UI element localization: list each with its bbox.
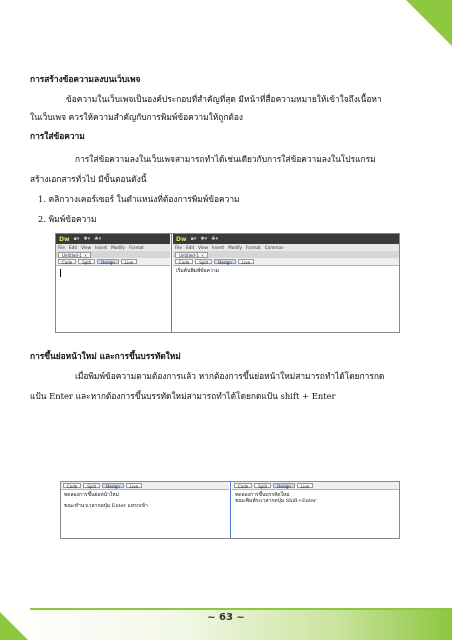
menu-edit[interactable]: Edit <box>186 245 195 250</box>
document-tab[interactable] <box>175 252 208 258</box>
code-view-button[interactable]: Code <box>63 483 81 488</box>
menu-edit[interactable]: Edit <box>69 245 78 250</box>
site-icon: ♣▾ <box>211 236 219 242</box>
close-icon[interactable]: × <box>200 252 205 258</box>
paragraph-line: แป้น Enter และหากต้องการขึ้นบรรทัดใหม่สามารถทำได้โดยกดแป้น shift + Enter <box>30 391 336 401</box>
document-tab-label: Untitled-1 <box>62 252 82 258</box>
dw-logo: Dw <box>59 235 70 243</box>
dw-view-switcher <box>232 482 399 490</box>
demo-line: ขณะพิมพ์ระเวลากดปุ่ม Shift+Enter <box>235 498 317 504</box>
design-view-button[interactable]: Design <box>214 259 236 264</box>
dw-pane-after <box>173 234 399 332</box>
footer-rule <box>30 608 452 610</box>
code-view-button[interactable]: Code <box>234 483 252 488</box>
live-view-button[interactable]: Live <box>121 259 137 264</box>
paragraph-line: สร้างเอกสารทั่วไป มีขั้นตอนดังนี้ <box>30 174 147 184</box>
dw-view-switcher <box>173 258 399 266</box>
dw-menu-bar <box>56 244 170 251</box>
paragraph-line: ในเว็บเพจ ควรให้ความสำคัญกับการพิมพ์ข้อความให้ถูกต้อง <box>30 112 243 122</box>
enter-demo-screenshot <box>60 481 400 539</box>
live-view-button[interactable]: Live <box>238 259 254 264</box>
close-icon[interactable]: × <box>83 252 88 258</box>
paragraph-line: เมื่อพิมพ์ข้อความตามต้องการแล้ว หากต้องการขึ้นย่อหน้าใหม่สามารถทำได้โดยการกด <box>75 371 385 381</box>
menu-file[interactable]: File <box>58 245 66 250</box>
menu-format[interactable]: Format <box>128 245 144 250</box>
menu-modify[interactable]: Modify <box>228 245 242 250</box>
design-edit-area[interactable] <box>61 490 229 538</box>
pane-divider <box>171 234 172 332</box>
menu-file[interactable]: File <box>175 245 183 250</box>
design-view-button[interactable]: Design <box>273 483 295 488</box>
code-view-button[interactable]: Code <box>175 259 193 264</box>
design-edit-area[interactable] <box>56 266 170 326</box>
dw-view-switcher <box>56 258 170 266</box>
dw-document-tabbar <box>173 251 399 258</box>
menu-view[interactable]: View <box>81 245 92 250</box>
section-heading-insert-text: การใส่ข้อความ <box>30 131 85 141</box>
paragraph-line: ข้อความในเว็บเพจเป็นองค์ประกอบที่สำคัญที่สุด มีหน้าที่สื่อความหมายให้เข้าใจถึงเนื้อหา <box>66 94 382 104</box>
menu-format[interactable]: Format <box>245 245 261 250</box>
dw-menu-bar <box>173 244 399 251</box>
menu-view[interactable]: View <box>198 245 209 250</box>
dw-logo: Dw <box>176 235 187 243</box>
enter-demo-pane-right <box>232 482 399 538</box>
page-number: ~ 63 ~ <box>207 612 245 623</box>
code-view-button[interactable]: Code <box>58 259 76 264</box>
text-cursor <box>60 269 61 277</box>
enter-demo-pane-left <box>61 482 229 538</box>
settings-icon: ✱▾ <box>83 236 91 242</box>
dreamweaver-screenshot <box>55 233 400 333</box>
design-view-button[interactable]: Design <box>97 259 119 264</box>
step-item: 2. พิมพ์ข้อความ <box>38 214 97 224</box>
layout-icon: ▪▾ <box>73 236 80 242</box>
split-view-button[interactable]: Split <box>195 259 212 264</box>
dw-title-bar <box>173 234 399 244</box>
step-item: 1. คลิกวางเคอร์เซอร์ ในตำแหน่งที่ต้องการพิมพ์ข้อความ <box>38 194 240 204</box>
split-view-button[interactable]: Split <box>78 259 95 264</box>
live-view-button[interactable]: Live <box>297 483 313 488</box>
menu-commands[interactable]: Comman <box>264 245 284 250</box>
split-view-button[interactable]: Split <box>83 483 100 488</box>
dw-document-tabbar <box>56 251 170 258</box>
dw-pane-before <box>56 234 170 332</box>
demo-line: ขณะทำนวเวลากดปุ่ม Enter แทรกเข้า <box>64 503 148 509</box>
dw-title-bar <box>56 234 170 244</box>
live-view-button[interactable]: Live <box>126 483 142 488</box>
menu-insert[interactable]: Insert <box>95 245 108 250</box>
menu-insert[interactable]: Insert <box>212 245 225 250</box>
demo-line: ทดลองการขึ้นย่อหน้าใหม่ <box>64 492 119 498</box>
dw-view-switcher <box>61 482 229 490</box>
design-edit-area[interactable] <box>173 266 399 326</box>
paragraph-line: การใส่ข้อความลงในเว็บเพจสามารถทำได้เช่นเดียวกับการใส่ข้อความลงในโปรแกรม <box>75 154 376 164</box>
section-heading-create-text: การสร้างข้อความลงบนเว็บเพจ <box>30 74 141 84</box>
pane-divider <box>230 482 231 538</box>
document-tab[interactable] <box>58 252 91 258</box>
menu-modify[interactable]: Modify <box>111 245 125 250</box>
design-edit-area[interactable] <box>232 490 399 538</box>
split-view-button[interactable]: Split <box>254 483 271 488</box>
corner-decoration-top-right <box>406 0 452 46</box>
settings-icon: ✱▾ <box>200 236 208 242</box>
document-tab-label: Untitled-1 <box>179 252 199 258</box>
design-view-button[interactable]: Design <box>102 483 124 488</box>
demo-line: ทดลองการขึ้นบรรทัดใหม่ <box>235 492 290 498</box>
site-icon: ♣▾ <box>94 236 102 242</box>
section-heading-newline: การขึ้นย่อหน้าใหม่ และการขึ้นบรรทัดใหม่ <box>30 351 181 361</box>
typed-text: เริ่มต้นพิมพ์ข้อความ <box>176 268 219 274</box>
layout-icon: ▪▾ <box>190 236 197 242</box>
